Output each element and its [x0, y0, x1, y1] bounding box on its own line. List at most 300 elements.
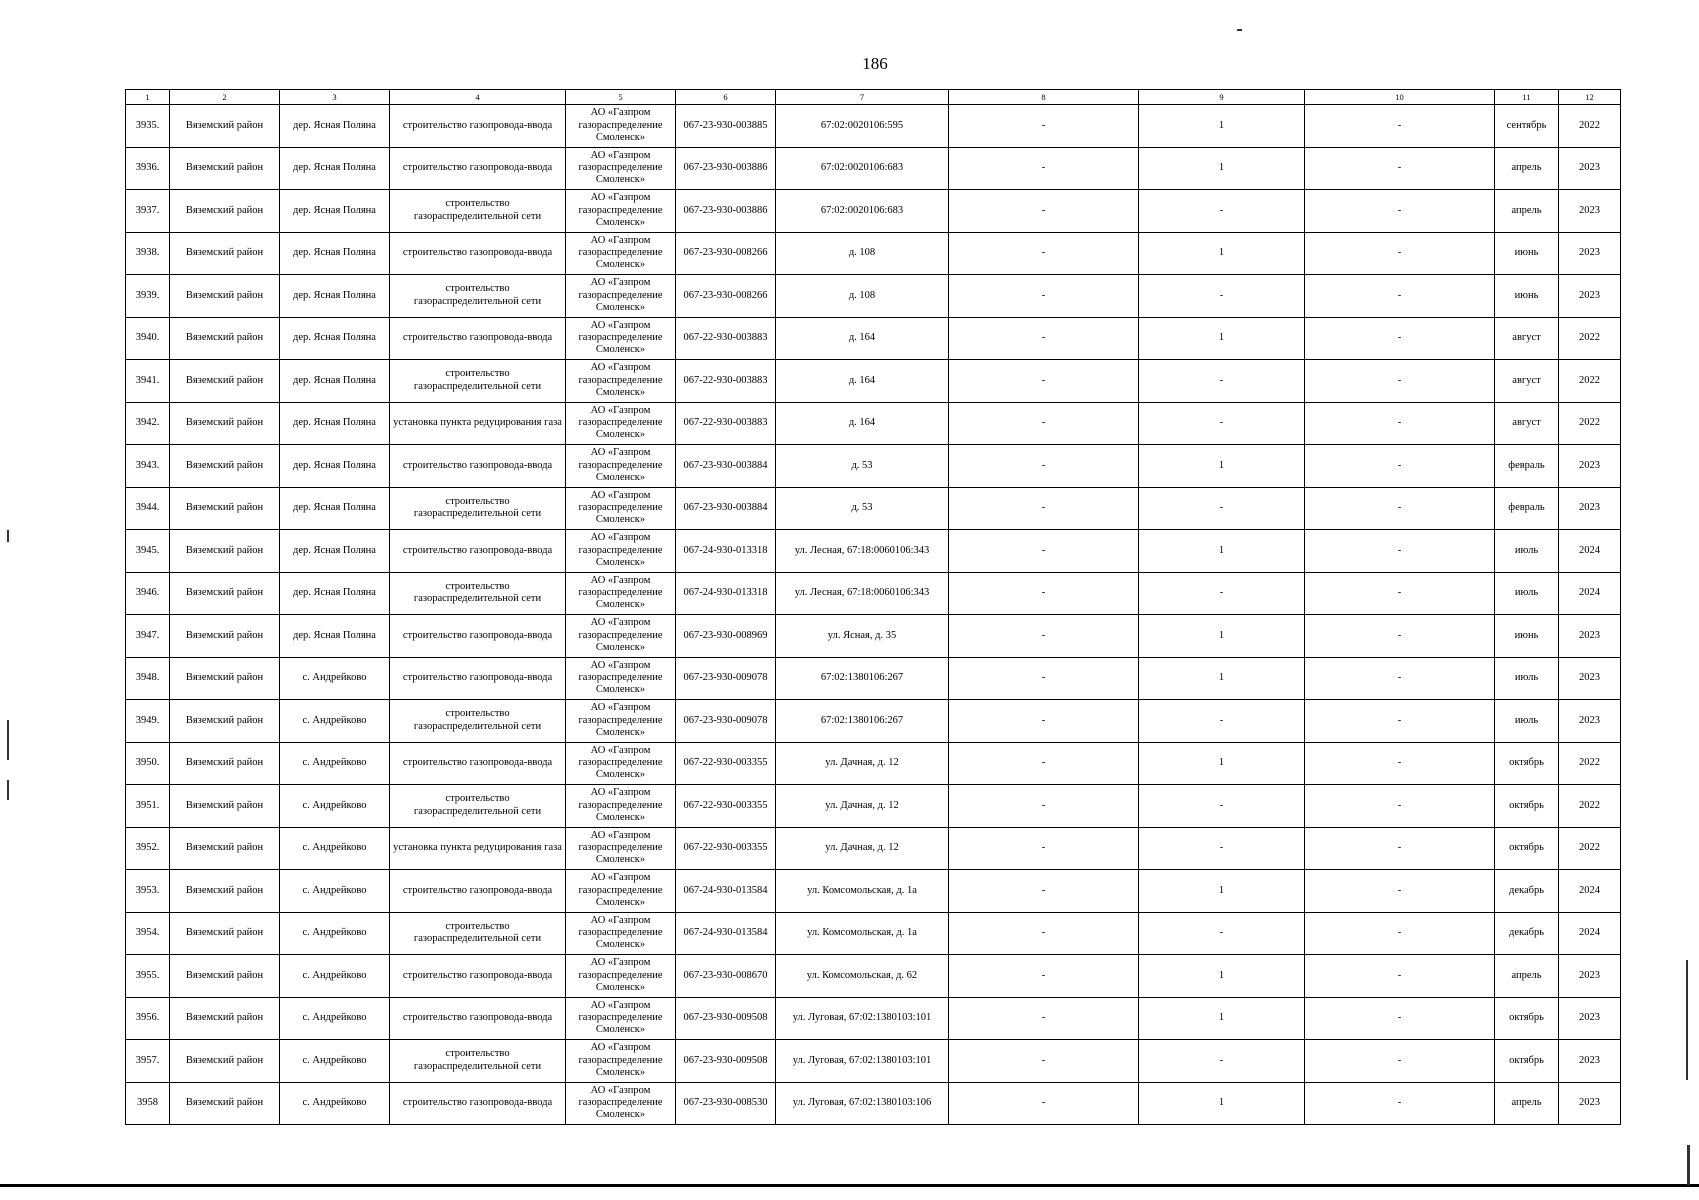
organization-line: газораспределение [578, 502, 663, 514]
table-row [126, 190, 1621, 233]
address-cell: ул. Луговая, 67:02:1380103:101 [776, 997, 949, 1040]
column-9-cell: 1 [1139, 530, 1305, 573]
column-10-cell: - [1305, 870, 1495, 913]
column-9-cell: - [1139, 785, 1305, 828]
application-code-cell: 067-23-930-003885 [676, 105, 776, 148]
column-8-cell: - [949, 445, 1139, 488]
organization-line: Смоленск» [595, 556, 646, 568]
district-cell: Вяземский район [170, 700, 280, 743]
organization-line: АО «Газпром [590, 702, 651, 714]
application-code-cell: 067-22-930-003355 [676, 742, 776, 785]
organization-line: АО «Газпром [590, 872, 651, 884]
column-10-cell: - [1305, 147, 1495, 190]
year-cell: 2022 [1559, 105, 1621, 148]
scan-mark [1687, 1145, 1690, 1185]
organization-line: Смоленск» [595, 1066, 646, 1078]
organization-line: Смоленск» [595, 514, 646, 526]
district-cell: Вяземский район [170, 657, 280, 700]
table-row [126, 360, 1621, 403]
locality-cell: с. Андрейково [280, 700, 390, 743]
application-code-cell: 067-23-930-003884 [676, 445, 776, 488]
month-cell: июнь [1495, 275, 1559, 318]
column-8-cell: - [949, 1082, 1139, 1125]
application-code-cell: 067-23-930-008266 [676, 275, 776, 318]
table-row [126, 1082, 1621, 1125]
column-9-cell: - [1139, 275, 1305, 318]
address-cell: ул. Лесная, 67:18:0060106:343 [776, 530, 949, 573]
column-8-cell: - [949, 402, 1139, 445]
organization-line: Смоленск» [595, 981, 646, 993]
address-cell: 67:02:1380106:267 [776, 657, 949, 700]
locality-cell: с. Андрейково [280, 657, 390, 700]
column-number-9: 9 [1139, 90, 1305, 105]
column-10-cell: - [1305, 742, 1495, 785]
locality-cell: дер. Ясная Поляна [280, 105, 390, 148]
application-code-cell: 067-24-930-013584 [676, 870, 776, 913]
work-type-cell: строительство газопровода-ввода [390, 105, 566, 148]
work-type-cell: строительство газопровода-ввода [390, 1082, 566, 1125]
organization-cell [566, 317, 676, 360]
row-number: 3949. [126, 700, 170, 743]
locality-cell: с. Андрейково [280, 912, 390, 955]
column-number-10: 10 [1305, 90, 1495, 105]
district-cell: Вяземский район [170, 615, 280, 658]
organization-cell [566, 402, 676, 445]
address-cell: ул. Комсомольская, д. 1а [776, 870, 949, 913]
scan-mark [1686, 960, 1688, 1080]
district-cell: Вяземский район [170, 487, 280, 530]
application-code-cell: 067-22-930-003883 [676, 360, 776, 403]
district-cell: Вяземский район [170, 317, 280, 360]
month-cell: июль [1495, 657, 1559, 700]
district-cell: Вяземский район [170, 105, 280, 148]
row-number: 3946. [126, 572, 170, 615]
organization-cell [566, 232, 676, 275]
organization-line: АО «Газпром [590, 404, 651, 416]
organization-line: АО «Газпром [590, 489, 651, 501]
application-code-cell: 067-23-930-003886 [676, 147, 776, 190]
organization-line: АО «Газпром [590, 447, 651, 459]
address-cell: д. 108 [776, 232, 949, 275]
column-10-cell: - [1305, 997, 1495, 1040]
application-code-cell: 067-22-930-003883 [676, 402, 776, 445]
organization-cell [566, 912, 676, 955]
work-type-cell: строительство газораспределительной сети [390, 190, 566, 233]
application-code-cell: 067-22-930-003355 [676, 785, 776, 828]
organization-line: Смоленск» [595, 1109, 646, 1121]
address-cell: д. 108 [776, 275, 949, 318]
application-code-cell: 067-23-930-003886 [676, 190, 776, 233]
month-cell: июль [1495, 700, 1559, 743]
column-9-cell: 1 [1139, 657, 1305, 700]
column-9-cell: - [1139, 487, 1305, 530]
column-8-cell: - [949, 700, 1139, 743]
district-cell: Вяземский район [170, 1082, 280, 1125]
column-10-cell: - [1305, 700, 1495, 743]
column-8-cell: - [949, 1040, 1139, 1083]
organization-line: газораспределение [578, 544, 663, 556]
organization-line: Смоленск» [595, 896, 646, 908]
district-cell: Вяземский район [170, 360, 280, 403]
application-code-cell: 067-23-930-009078 [676, 700, 776, 743]
district-cell: Вяземский район [170, 955, 280, 998]
row-number: 3936. [126, 147, 170, 190]
column-9-cell: - [1139, 360, 1305, 403]
district-cell: Вяземский район [170, 445, 280, 488]
table-row [126, 912, 1621, 955]
organization-line: АО «Газпром [590, 277, 651, 289]
year-cell: 2023 [1559, 657, 1621, 700]
column-8-cell: - [949, 742, 1139, 785]
table-row [126, 402, 1621, 445]
year-cell: 2023 [1559, 275, 1621, 318]
work-type-cell: строительство газопровода-ввода [390, 317, 566, 360]
district-cell: Вяземский район [170, 827, 280, 870]
locality-cell: дер. Ясная Поляна [280, 402, 390, 445]
organization-line: газораспределение [578, 1097, 663, 1109]
column-8-cell: - [949, 275, 1139, 318]
column-8-cell: - [949, 912, 1139, 955]
column-8-cell: - [949, 997, 1139, 1040]
column-number-4: 4 [390, 90, 566, 105]
year-cell: 2023 [1559, 487, 1621, 530]
address-cell: 67:02:0020106:683 [776, 190, 949, 233]
column-9-cell: - [1139, 827, 1305, 870]
district-cell: Вяземский район [170, 870, 280, 913]
organization-cell [566, 572, 676, 615]
work-type-cell: строительство газопровода-ввода [390, 997, 566, 1040]
column-8-cell: - [949, 487, 1139, 530]
organization-line: АО «Газпром [590, 787, 651, 799]
row-number: 3952. [126, 827, 170, 870]
year-cell: 2023 [1559, 615, 1621, 658]
year-cell: 2023 [1559, 997, 1621, 1040]
table-row [126, 317, 1621, 360]
district-cell: Вяземский район [170, 275, 280, 318]
application-code-cell: 067-23-930-008266 [676, 232, 776, 275]
table-row [126, 105, 1621, 148]
work-type-cell: строительство газораспределительной сети [390, 360, 566, 403]
scan-mark [7, 780, 9, 800]
locality-cell: с. Андрейково [280, 997, 390, 1040]
organization-line: газораспределение [578, 247, 663, 259]
organization-line: газораспределение [578, 927, 663, 939]
year-cell: 2022 [1559, 827, 1621, 870]
locality-cell: дер. Ясная Поляна [280, 530, 390, 573]
column-10-cell: - [1305, 955, 1495, 998]
organization-line: Смоленск» [595, 1024, 646, 1036]
table-row [126, 615, 1621, 658]
column-9-cell: 1 [1139, 147, 1305, 190]
column-10-cell: - [1305, 487, 1495, 530]
month-cell: декабрь [1495, 870, 1559, 913]
row-number: 3955. [126, 955, 170, 998]
year-cell: 2023 [1559, 445, 1621, 488]
column-10-cell: - [1305, 1040, 1495, 1083]
column-9-cell: 1 [1139, 955, 1305, 998]
address-cell: д. 164 [776, 317, 949, 360]
column-10-cell: - [1305, 785, 1495, 828]
month-cell: август [1495, 402, 1559, 445]
organization-line: газораспределение [578, 204, 663, 216]
organization-line: АО «Газпром [590, 192, 651, 204]
organization-cell [566, 190, 676, 233]
organization-cell [566, 487, 676, 530]
organization-line: АО «Газпром [590, 617, 651, 629]
month-cell: октябрь [1495, 1040, 1559, 1083]
organization-line: Смоленск» [595, 259, 646, 271]
locality-cell: дер. Ясная Поляна [280, 317, 390, 360]
organization-line: газораспределение [578, 119, 663, 131]
month-cell: сентябрь [1495, 105, 1559, 148]
month-cell: апрель [1495, 955, 1559, 998]
organization-line: Смоленск» [595, 301, 646, 313]
table-row [126, 487, 1621, 530]
table-row [126, 870, 1621, 913]
organization-line: Смоленск» [595, 216, 646, 228]
column-number-3: 3 [280, 90, 390, 105]
column-9-cell: 1 [1139, 870, 1305, 913]
address-cell: ул. Комсомольская, д. 62 [776, 955, 949, 998]
application-code-cell: 067-23-930-003884 [676, 487, 776, 530]
organization-line: Смоленск» [595, 769, 646, 781]
table-body [126, 105, 1621, 1125]
work-type-cell: строительство газопровода-ввода [390, 445, 566, 488]
organization-line: газораспределение [578, 332, 663, 344]
organization-line: АО «Газпром [590, 659, 651, 671]
scan-mark [7, 720, 9, 760]
work-type-cell: строительство газопровода-ввода [390, 530, 566, 573]
work-type-cell: строительство газораспределительной сети [390, 912, 566, 955]
application-code-cell: 067-24-930-013318 [676, 530, 776, 573]
application-code-cell: 067-23-930-008670 [676, 955, 776, 998]
year-cell: 2023 [1559, 190, 1621, 233]
work-type-cell: установка пункта редуцирования газа [390, 402, 566, 445]
organization-line: АО «Газпром [590, 1042, 651, 1054]
organization-line: АО «Газпром [590, 234, 651, 246]
organization-cell [566, 657, 676, 700]
month-cell: апрель [1495, 147, 1559, 190]
work-type-cell: установка пункта редуцирования газа [390, 827, 566, 870]
column-8-cell: - [949, 785, 1139, 828]
work-type-cell: строительство газопровода-ввода [390, 870, 566, 913]
column-8-cell: - [949, 657, 1139, 700]
organization-cell [566, 105, 676, 148]
row-number: 3948. [126, 657, 170, 700]
month-cell: июнь [1495, 615, 1559, 658]
organization-cell [566, 360, 676, 403]
locality-cell: дер. Ясная Поляна [280, 190, 390, 233]
organization-line: АО «Газпром [590, 149, 651, 161]
row-number: 3950. [126, 742, 170, 785]
table-row [126, 827, 1621, 870]
row-number: 3953. [126, 870, 170, 913]
row-number: 3943. [126, 445, 170, 488]
scan-mark [7, 530, 9, 542]
organization-line: АО «Газпром [590, 107, 651, 119]
work-type-cell: строительство газораспределительной сети [390, 487, 566, 530]
row-number: 3951. [126, 785, 170, 828]
column-number-5: 5 [566, 90, 676, 105]
month-cell: октябрь [1495, 827, 1559, 870]
column-8-cell: - [949, 147, 1139, 190]
organization-line: АО «Газпром [590, 319, 651, 331]
locality-cell: с. Андрейково [280, 1040, 390, 1083]
month-cell: февраль [1495, 445, 1559, 488]
column-8-cell: - [949, 232, 1139, 275]
row-number: 3958 [126, 1082, 170, 1125]
organization-line: Смоленск» [595, 344, 646, 356]
organization-line: газораспределение [578, 1012, 663, 1024]
organization-line: газораспределение [578, 672, 663, 684]
column-10-cell: - [1305, 232, 1495, 275]
district-cell: Вяземский район [170, 997, 280, 1040]
column-10-cell: - [1305, 1082, 1495, 1125]
locality-cell: с. Андрейково [280, 1082, 390, 1125]
organization-cell [566, 1040, 676, 1083]
month-cell: февраль [1495, 487, 1559, 530]
organization-line: газораспределение [578, 842, 663, 854]
organization-line: АО «Газпром [590, 957, 651, 969]
column-10-cell: - [1305, 190, 1495, 233]
application-code-cell: 067-23-930-009508 [676, 997, 776, 1040]
organization-cell [566, 870, 676, 913]
organization-cell [566, 1082, 676, 1125]
bottom-rule [0, 1184, 1699, 1187]
work-type-cell: строительство газораспределительной сети [390, 785, 566, 828]
organization-line: Смоленск» [595, 174, 646, 186]
organization-line: Смоленск» [595, 811, 646, 823]
organization-line: газораспределение [578, 459, 663, 471]
row-number: 3942. [126, 402, 170, 445]
application-code-cell: 067-23-930-009508 [676, 1040, 776, 1083]
organization-line: газораспределение [578, 374, 663, 386]
address-cell: ул. Дачная, д. 12 [776, 785, 949, 828]
organization-line: АО «Газпром [590, 914, 651, 926]
organization-line: АО «Газпром [590, 1084, 651, 1096]
month-cell: апрель [1495, 190, 1559, 233]
month-cell: апрель [1495, 1082, 1559, 1125]
column-number-12: 12 [1559, 90, 1621, 105]
column-10-cell: - [1305, 317, 1495, 360]
locality-cell: с. Андрейково [280, 827, 390, 870]
column-10-cell: - [1305, 912, 1495, 955]
year-cell: 2022 [1559, 360, 1621, 403]
table-row [126, 275, 1621, 318]
work-type-cell: строительство газораспределительной сети [390, 700, 566, 743]
column-number-2: 2 [170, 90, 280, 105]
organization-line: газораспределение [578, 417, 663, 429]
application-code-cell: 067-24-930-013584 [676, 912, 776, 955]
locality-cell: дер. Ясная Поляна [280, 360, 390, 403]
locality-cell: дер. Ясная Поляна [280, 232, 390, 275]
year-cell: 2022 [1559, 317, 1621, 360]
month-cell: октябрь [1495, 742, 1559, 785]
organization-line: Смоленск» [595, 726, 646, 738]
organization-line: Смоленск» [595, 939, 646, 951]
district-cell: Вяземский район [170, 190, 280, 233]
organization-line: газораспределение [578, 289, 663, 301]
organization-line: газораспределение [578, 1054, 663, 1066]
column-10-cell: - [1305, 827, 1495, 870]
address-cell: ул. Луговая, 67:02:1380103:101 [776, 1040, 949, 1083]
column-9-cell: - [1139, 1040, 1305, 1083]
column-9-cell: 1 [1139, 445, 1305, 488]
table-row [126, 147, 1621, 190]
locality-cell: с. Андрейково [280, 785, 390, 828]
month-cell: октябрь [1495, 785, 1559, 828]
table-row [126, 572, 1621, 615]
organization-line: газораспределение [578, 799, 663, 811]
work-type-cell: строительство газопровода-ввода [390, 955, 566, 998]
table-row [126, 1040, 1621, 1083]
column-number-11: 11 [1495, 90, 1559, 105]
table-row [126, 742, 1621, 785]
column-8-cell: - [949, 572, 1139, 615]
table-row [126, 785, 1621, 828]
work-type-cell: строительство газопровода-ввода [390, 232, 566, 275]
year-cell: 2023 [1559, 955, 1621, 998]
address-cell: 67:02:0020106:683 [776, 147, 949, 190]
organization-line: газораспределение [578, 587, 663, 599]
column-10-cell: - [1305, 530, 1495, 573]
organization-line: АО «Газпром [590, 829, 651, 841]
organization-line: АО «Газпром [590, 362, 651, 374]
column-8-cell: - [949, 615, 1139, 658]
organization-line: газораспределение [578, 162, 663, 174]
address-cell: д. 53 [776, 445, 949, 488]
address-cell: ул. Дачная, д. 12 [776, 827, 949, 870]
locality-cell: дер. Ясная Поляна [280, 445, 390, 488]
column-9-cell: - [1139, 700, 1305, 743]
scan-mark [1237, 29, 1242, 31]
year-cell: 2023 [1559, 147, 1621, 190]
address-cell: ул. Комсомольская, д. 1а [776, 912, 949, 955]
organization-line: Смоленск» [595, 429, 646, 441]
column-number-row [126, 90, 1621, 105]
application-code-cell: 067-24-930-013318 [676, 572, 776, 615]
organization-cell [566, 997, 676, 1040]
work-type-cell: строительство газопровода-ввода [390, 147, 566, 190]
locality-cell: дер. Ясная Поляна [280, 572, 390, 615]
column-9-cell: 1 [1139, 997, 1305, 1040]
locality-cell: с. Андрейково [280, 870, 390, 913]
column-number-1: 1 [126, 90, 170, 105]
column-8-cell: - [949, 360, 1139, 403]
organization-line: АО «Газпром [590, 744, 651, 756]
column-10-cell: - [1305, 275, 1495, 318]
column-9-cell: - [1139, 402, 1305, 445]
column-10-cell: - [1305, 572, 1495, 615]
column-9-cell: 1 [1139, 615, 1305, 658]
column-10-cell: - [1305, 615, 1495, 658]
organization-line: газораспределение [578, 629, 663, 641]
column-number-7: 7 [776, 90, 949, 105]
table-row [126, 657, 1621, 700]
address-cell: д. 53 [776, 487, 949, 530]
work-type-cell: строительство газопровода-ввода [390, 615, 566, 658]
organization-cell [566, 275, 676, 318]
application-code-cell: 067-23-930-009078 [676, 657, 776, 700]
column-9-cell: 1 [1139, 317, 1305, 360]
address-cell: ул. Ясная, д. 35 [776, 615, 949, 658]
year-cell: 2022 [1559, 402, 1621, 445]
district-cell: Вяземский район [170, 1040, 280, 1083]
district-cell: Вяземский район [170, 572, 280, 615]
organization-line: газораспределение [578, 757, 663, 769]
organization-line: Смоленск» [595, 854, 646, 866]
column-number-8: 8 [949, 90, 1139, 105]
